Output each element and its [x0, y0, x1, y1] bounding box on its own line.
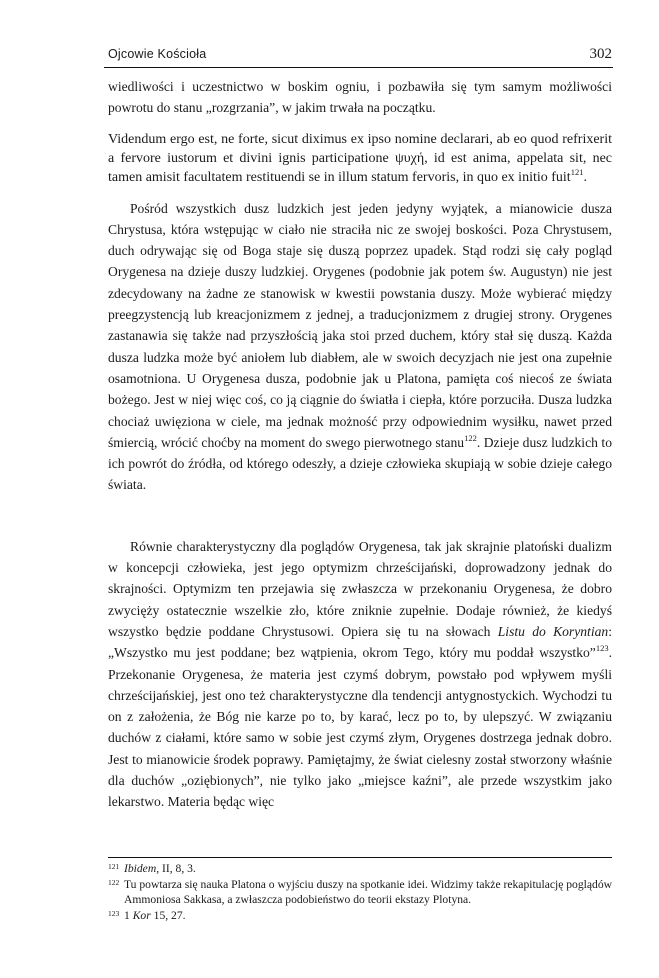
header-rule: [104, 67, 613, 68]
footnote-text: , II, 8, 3.: [156, 862, 196, 875]
paragraph-continuation: wiedliwości i uczestnictwo w boskim ogniu, i pozbawiła się tym samym możliwości powrotu do stanu „rozgrzania”, w jakim trwała na początku.: [108, 79, 612, 116]
page-number: 302: [589, 46, 612, 62]
paragraph-soul-end: . Dzieje dusz ludzkich to ich powrót do źródła, od którego odeszły, a dzieje człowieka skupiają w sobie dzieje całego świata.: [108, 434, 612, 493]
footnote-number: 123: [108, 908, 120, 918]
paragraph-soul-text: Pośród wszystkich dusz ludzkich jest jeden jedyny wyjątek, a mianowicie dusza Chrystusa, która wstępując w ciało nie straciła nic ze swojej boskości. Poza Chrystusem, duch odrywając się od Boga staje się duszą poprzez upadek. Stąd rodzi się cały pogląd Orygenesa na dzieje duszy ludzkiej. Orygenes (podobnie jak potem św. Augustyn) nie jest zdecydowany na żadne ze stanowisk w kwestii powstania duszy. Może wybierać między preegzystencją lub kreacjonizmem z jednej, a traducjonizmem z drugiej strony. Orygenes zastanawia się także nad przyszłością jaka stoi przed duchem, który stał się duszą. Każda dusza ludzka może być aniołem lub diabłem, ale w swoich decyzjach nie jest ona zupełnie osamotniona. U Orygenesa dusza, podobnie jak u Platona, pamięta coś niecoś ze świata bożego. Jest w niej więc coś, co ją ciągnie do światła i ciepła, które porzuciła. Dusza ludzka chociaż uwięziona w ciele, ma jednak możność przy odpowiednim wysiłku, nawet przed śmiercią, wrócić choćby na moment do swego pierwotnego stanu: [108, 200, 612, 450]
footnote-ref-121[interactable]: 121: [570, 166, 584, 177]
footnote-ref-122[interactable]: 122: [464, 432, 477, 443]
footnote-italic: Ibidem: [124, 862, 157, 875]
footnote-122: [108, 877, 612, 908]
paragraph-optimism-end: . Przekonanie Orygenesa, że materia jest czymś dobrym, powstało pod wpływem myśli chrześcijańskiej, jest ono też charakterystyczne dla tendencji antygnostyckich. Wychodzi tu on z założenia, że Bóg nie karze po to, by karać, lecz po to, by ulepszyć. W związaniu duchów z ciałami, które samo w sobie jest czymś złym, Orygenes dostrzega jednak dobro. Jest to mianowicie środek poprawy. Pamiętajmy, że świat cielesny został stworzony właśnie dla duchów „oziębionych”, nie tylko jako „miejsce kaźni”, ale przede wszystkim jako lekarstwo. Materia będąc więc: [108, 645, 612, 810]
main-text: [108, 76, 612, 813]
footnote-text: Tu powtarza się nauka Platona o wyjściu duszy na spotkanie idei. Widzimy także rekapitulację poglądów Ammoniosa Sakkasa, a zwłaszcza podobieństwo do teorii ekstazy Plotyna.: [124, 877, 612, 906]
paragraph-soul: [108, 198, 612, 496]
work-title: Listu do Koryntian: [497, 623, 609, 639]
latin-quotation: Videndum ergo est, ne forte, sicut diximus ex ipso nomine declarari, ab eo quod refrixerit a fervore iustorum et divini ignis participatione ψυχή, id est anima, appelata sit, nec tamen amisit facultatem restituendi se in illum statum fervoris, in quo ex initio fuit$^{121}$.: [108, 131, 612, 185]
footnote-rule: [108, 857, 612, 858]
paragraph-optimism: [108, 536, 612, 813]
footnote-number: 122: [108, 877, 120, 887]
footnote-number: 121: [108, 862, 120, 871]
footnote-text-end: 15, 27.: [150, 908, 186, 922]
footnote-ref-123[interactable]: 123: [595, 643, 609, 654]
footnote-123: [108, 908, 612, 924]
footnote-121: [108, 861, 612, 877]
paragraph-optimism-quote: : „Wszystko mu jest poddane; bez wątpienia, okrom Tego, który mu poddał wszystko”: [108, 623, 612, 661]
paragraph-optimism-text: Równie charakterystyczny dla poglądów Orygenesa, tak jak skrajnie platoński dualizm w koncepcji człowieka, jest jego optymizm chrześcijański, doprowadzony jednak do skrajności. Optymizm ten przejawia się zwłaszcza w przekonaniu Orygenesa, że dobro zwycięży ostatecznie wszelkie zło, które zniknie zupełnie. Dodaje również, że kiedyś wszystko będzie poddane Chrystusowi. Opiera się tu na słowach: [108, 538, 612, 639]
footnote-italic: Kor: [132, 908, 151, 922]
running-title: Ojcowie Kościoła: [108, 47, 207, 61]
footnotes: [108, 861, 612, 923]
latin-quotation-text: Videndum ergo est, ne forte, sicut diximus ex ipso nomine declarari, ab eo quod refrixerit a fervore iustorum et divini ignis participatione ψυχή, id est anima, appelata sit, nec tamen amisit facultatem restituendi se in illum statum fervoris, in quo ex initio fuit: [108, 131, 612, 185]
footnote-text: 1: [124, 908, 133, 922]
running-header: [108, 46, 612, 66]
